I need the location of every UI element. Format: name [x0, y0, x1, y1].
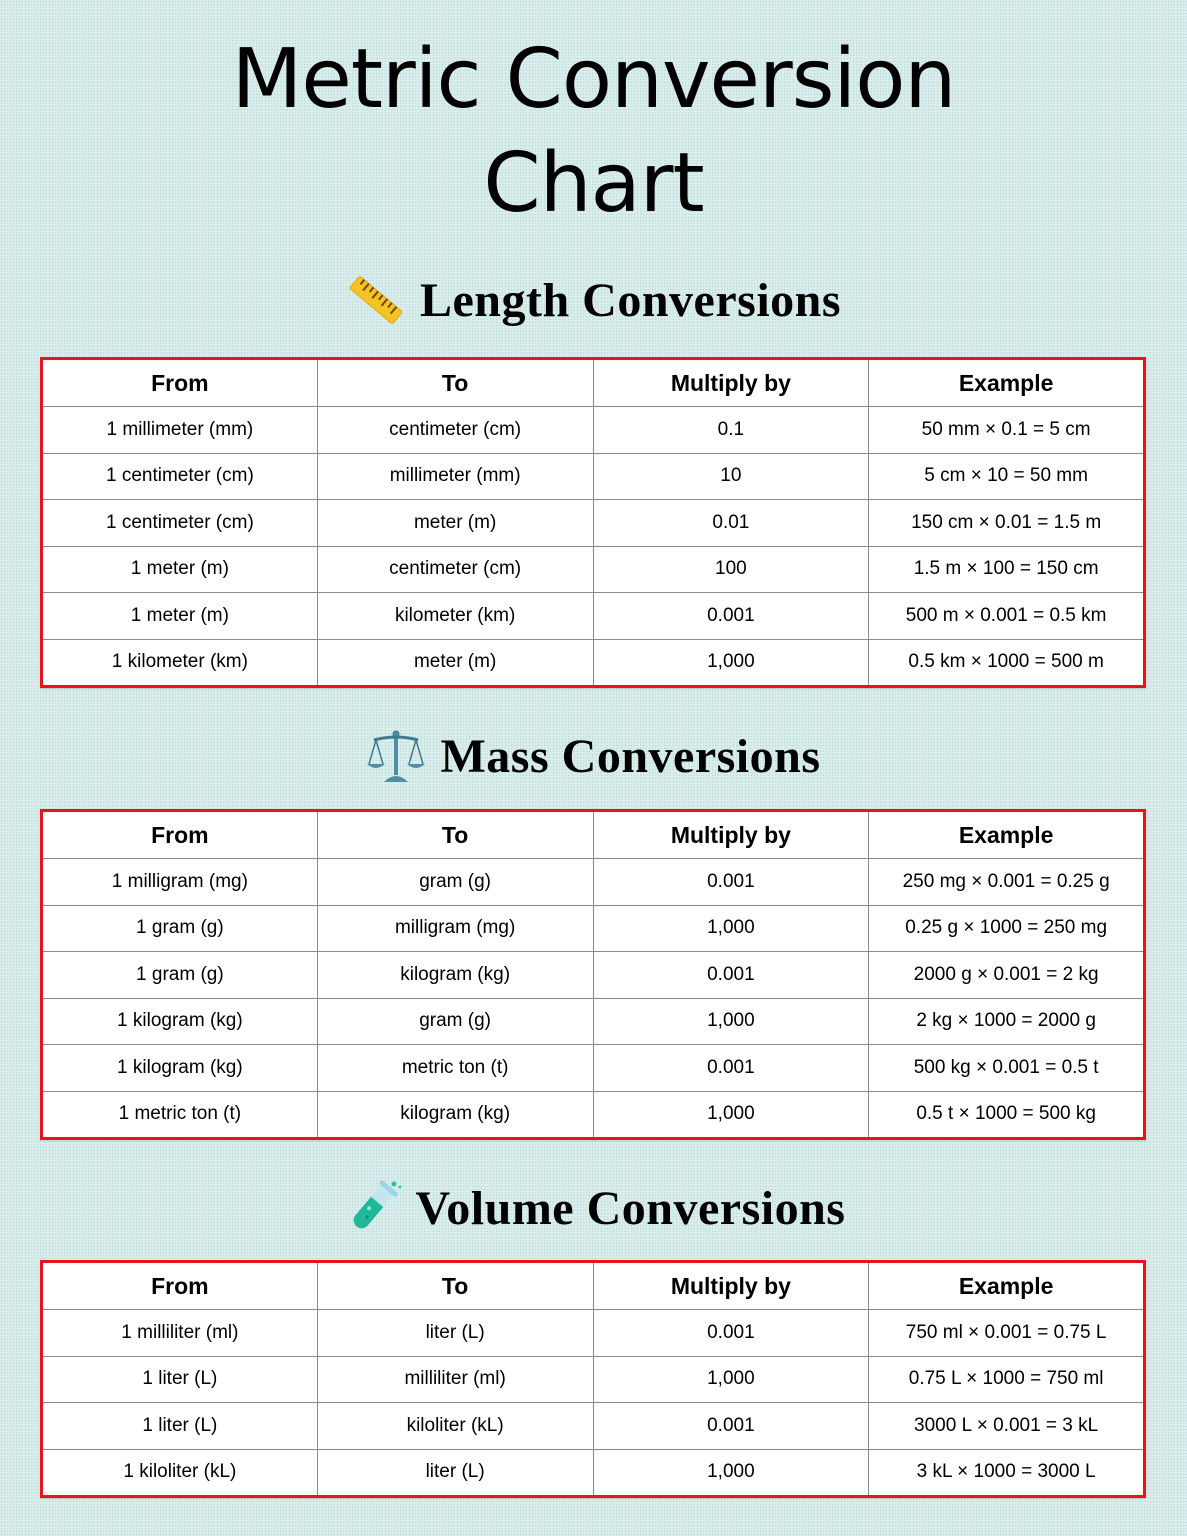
table-row	[42, 1449, 1145, 1497]
cell-to: metric ton (t)	[317, 1045, 593, 1092]
cell-multiply-by: 0.001	[593, 593, 869, 640]
cell-to: milligram (mg)	[317, 905, 593, 952]
table-row	[42, 1356, 1145, 1403]
cell-from: 1 gram (g)	[42, 952, 318, 999]
cell-example: 50 mm × 0.1 = 5 cm	[869, 407, 1145, 454]
column-header-from: From	[42, 811, 318, 859]
cell-example: 150 cm × 0.01 = 1.5 m	[869, 500, 1145, 547]
cell-multiply-by: 1,000	[593, 1356, 869, 1403]
cell-from: 1 metric ton (t)	[42, 1091, 318, 1139]
cell-example: 500 kg × 0.001 = 0.5 t	[869, 1045, 1145, 1092]
cell-multiply-by: 1,000	[593, 1091, 869, 1139]
cell-multiply-by: 100	[593, 546, 869, 593]
cell-multiply-by: 0.001	[593, 1310, 869, 1357]
cell-from: 1 centimeter (cm)	[42, 453, 318, 500]
column-header-to: To	[317, 359, 593, 407]
cell-example: 3 kL × 1000 = 3000 L	[869, 1449, 1145, 1497]
table-row	[42, 453, 1145, 500]
cell-example: 1.5 m × 100 = 150 cm	[869, 546, 1145, 593]
cell-example: 0.5 km × 1000 = 500 m	[869, 639, 1145, 687]
column-header-example: Example	[869, 359, 1145, 407]
cell-multiply-by: 1,000	[593, 1449, 869, 1497]
cell-to: meter (m)	[317, 500, 593, 547]
cell-from: 1 meter (m)	[42, 546, 318, 593]
table-header-row	[42, 359, 1145, 407]
table-header-row	[42, 811, 1145, 859]
cell-to: liter (L)	[317, 1449, 593, 1497]
table-row	[42, 859, 1145, 906]
section-heading-label: Mass Conversions	[440, 729, 821, 783]
cell-example: 2 kg × 1000 = 2000 g	[869, 998, 1145, 1045]
cell-to: kiloliter (kL)	[317, 1403, 593, 1450]
column-header-multiply-by: Multiply by	[593, 811, 869, 859]
column-header-from: From	[42, 359, 318, 407]
cell-example: 250 mg × 0.001 = 0.25 g	[869, 859, 1145, 906]
column-header-from: From	[42, 1262, 318, 1310]
cell-multiply-by: 10	[593, 453, 869, 500]
mass-conversion-table	[40, 809, 1146, 1140]
cell-from: 1 liter (L)	[42, 1356, 318, 1403]
ruler-icon	[346, 270, 406, 330]
cell-from: 1 millimeter (mm)	[42, 407, 318, 454]
table-header-row	[42, 1262, 1145, 1310]
column-header-example: Example	[869, 1262, 1145, 1310]
table-row	[42, 952, 1145, 999]
cell-example: 500 m × 0.001 = 0.5 km	[869, 593, 1145, 640]
cell-to: milliliter (ml)	[317, 1356, 593, 1403]
length-conversion-table	[40, 357, 1146, 688]
page-title-line-2: Chart	[483, 136, 704, 231]
cell-multiply-by: 1,000	[593, 905, 869, 952]
table-row	[42, 1310, 1145, 1357]
cell-from: 1 kiloliter (kL)	[42, 1449, 318, 1497]
cell-to: kilometer (km)	[317, 593, 593, 640]
cell-example: 5 cm × 10 = 50 mm	[869, 453, 1145, 500]
cell-example: 0.25 g × 1000 = 250 mg	[869, 905, 1145, 952]
cell-from: 1 liter (L)	[42, 1403, 318, 1450]
table-row	[42, 998, 1145, 1045]
table-row	[42, 546, 1145, 593]
cell-to: gram (g)	[317, 998, 593, 1045]
column-header-multiply-by: Multiply by	[593, 359, 869, 407]
section-heading-label: Volume Conversions	[415, 1181, 846, 1235]
cell-example: 2000 g × 0.001 = 2 kg	[869, 952, 1145, 999]
table-row	[42, 905, 1145, 952]
table-row	[42, 1045, 1145, 1092]
table-row	[42, 500, 1145, 547]
table-row	[42, 1403, 1145, 1450]
cell-to: gram (g)	[317, 859, 593, 906]
column-header-to: To	[317, 1262, 593, 1310]
cell-from: 1 kilogram (kg)	[42, 998, 318, 1045]
cell-multiply-by: 1,000	[593, 639, 869, 687]
column-header-example: Example	[869, 811, 1145, 859]
cell-example: 3000 L × 0.001 = 3 kL	[869, 1403, 1145, 1450]
cell-multiply-by: 0.1	[593, 407, 869, 454]
cell-to: kilogram (kg)	[317, 952, 593, 999]
cell-from: 1 milligram (mg)	[42, 859, 318, 906]
test-tube-icon	[342, 1178, 402, 1238]
page-title-line-1: Metric Conversion	[231, 32, 956, 127]
cell-to: centimeter (cm)	[317, 546, 593, 593]
cell-from: 1 centimeter (cm)	[42, 500, 318, 547]
cell-from: 1 kilogram (kg)	[42, 1045, 318, 1092]
table-row	[42, 639, 1145, 687]
cell-multiply-by: 1,000	[593, 998, 869, 1045]
cell-to: meter (m)	[317, 639, 593, 687]
cell-multiply-by: 0.001	[593, 1045, 869, 1092]
cell-from: 1 meter (m)	[42, 593, 318, 640]
table-row	[42, 593, 1145, 640]
column-header-to: To	[317, 811, 593, 859]
cell-multiply-by: 0.001	[593, 1403, 869, 1450]
cell-from: 1 milliliter (ml)	[42, 1310, 318, 1357]
cell-to: millimeter (mm)	[317, 453, 593, 500]
page-title	[0, 28, 1187, 236]
cell-example: 750 ml × 0.001 = 0.75 L	[869, 1310, 1145, 1357]
cell-from: 1 gram (g)	[42, 905, 318, 952]
cell-example: 0.5 t × 1000 = 500 kg	[869, 1091, 1145, 1139]
cell-to: liter (L)	[317, 1310, 593, 1357]
cell-to: kilogram (kg)	[317, 1091, 593, 1139]
cell-multiply-by: 0.001	[593, 952, 869, 999]
section-heading-length	[0, 270, 1187, 330]
section-heading-volume	[0, 1178, 1187, 1238]
section-heading-label: Length Conversions	[419, 273, 842, 327]
balance-scale-icon	[366, 726, 426, 786]
cell-multiply-by: 0.01	[593, 500, 869, 547]
cell-multiply-by: 0.001	[593, 859, 869, 906]
column-header-multiply-by: Multiply by	[593, 1262, 869, 1310]
cell-example: 0.75 L × 1000 = 750 ml	[869, 1356, 1145, 1403]
table-row	[42, 1091, 1145, 1139]
cell-from: 1 kilometer (km)	[42, 639, 318, 687]
volume-conversion-table	[40, 1260, 1146, 1498]
table-row	[42, 407, 1145, 454]
section-heading-mass	[0, 726, 1187, 786]
cell-to: centimeter (cm)	[317, 407, 593, 454]
